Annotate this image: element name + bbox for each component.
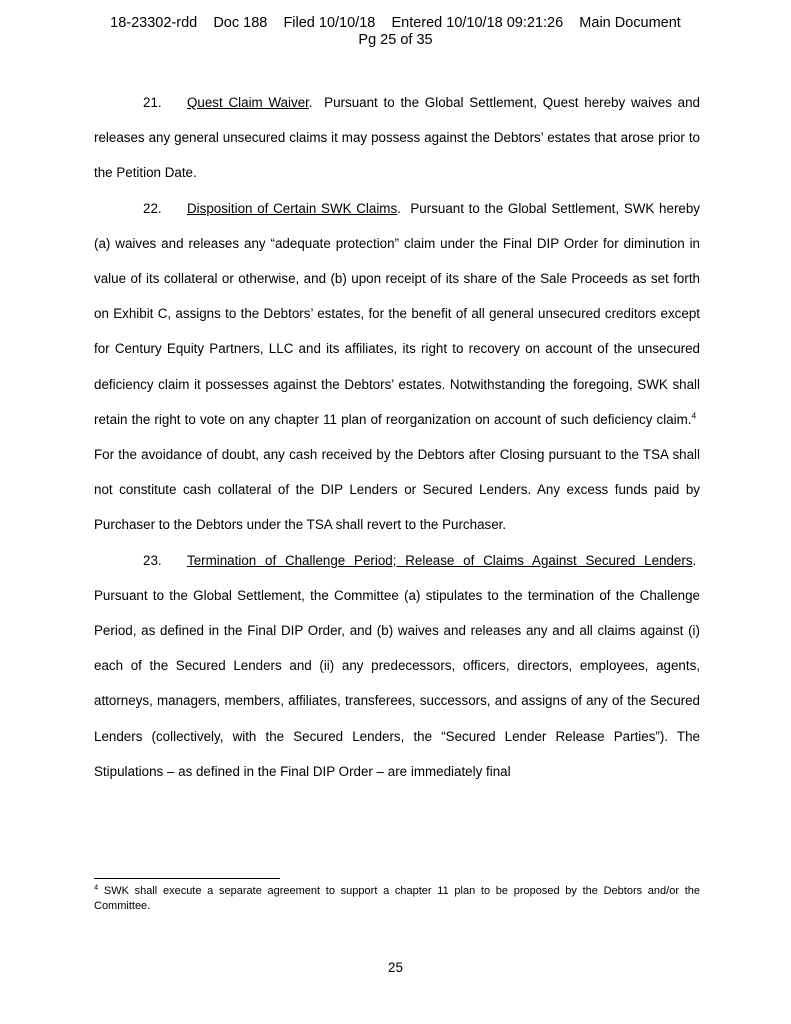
page-number: 25 xyxy=(388,960,403,975)
paragraph-number: 21. xyxy=(143,95,162,110)
footnote xyxy=(94,884,700,914)
paragraph-text: Pursuant to the Global Settlement, SWK hereby (a) waives and releases any “adequate protection” claim under the Final DIP Order for diminution in value of its collateral or otherwise, and (b) upon receipt of its share of the Sale Proceeds as set forth on Exhibit C, assigns to the Debtors’ estates, for the benefit of all general unsecured creditors except for Century Equity Partners, LLC and its affiliates, its right to recovery on account of the unsecured deficiency claim it possesses against the Debtors’ estates. Notwithstanding the foregoing, SWK shall retain the right to vote on any chapter 11 plan of reorganization on account of such deficiency claim. xyxy=(94,200,700,427)
footnote-marker: 4 xyxy=(94,882,99,892)
footnote-reference: 4 xyxy=(691,410,697,421)
document-header xyxy=(0,15,791,49)
paragraph-text-continued: For the avoidance of doubt, any cash received by the Debtors after Closing pursuant to the TSA shall not constitute cash collateral of the DIP Lenders or Secured Lenders. Any excess funds paid by Purchaser to the Debtors under the TSA shall revert to the Purchaser. xyxy=(94,447,700,533)
paragraph-heading: Termination of Challenge Period; Release of Claims Against Secured Lenders xyxy=(187,552,693,568)
paragraph-21: 21. Quest Claim Waiver. Pursuant to the Global Settlement, Quest hereby waives and releases any general unsecured claims it may possess against the Debtors’ estates that arose prior to the Petition Date. xyxy=(94,85,700,191)
filing-info: 18-23302-rdd Doc 188 Filed 10/10/18 Entered 10/10/18 09:21:26 Main Document xyxy=(110,15,681,31)
paragraph-heading: Quest Claim Waiver xyxy=(187,95,309,110)
footnote-text: SWK shall execute a separate agreement to support a chapter 11 plan to be proposed by the Debtors and/or the Committee. xyxy=(94,885,700,912)
page-count: Pg 25 of 35 xyxy=(358,32,433,48)
paragraph-number: 23. xyxy=(143,552,162,568)
footnote-divider xyxy=(94,878,280,879)
paragraph-heading: Disposition of Certain SWK Claims xyxy=(187,200,398,216)
paragraph-text: Pursuant to the Global Settlement, the Committee (a) stipulates to the termination of the Challenge Period, as defined in the Final DIP Order, and (b) waives and releases any and all claims against (i) each of the Secured Lenders and (ii) any predecessors, officers, directors, employees, agents, attorneys, managers, members, affiliates, transferees, successors, and assigns of any of the Secured Lenders (collectively, with the Secured Lenders, the “Secured Lender Release Parties”). The Stipulations – as defined in the Final DIP Order – are immediately final xyxy=(94,587,700,779)
document-body xyxy=(94,85,700,789)
paragraph-23: 23. Termination of Challenge Period; Release of Claims Against Secured Lenders. Pursuant to the Global Settlement, the Committee (a) stipulates to the termination of the Challenge Period, as defined in the Final DIP Order, and (b) waives and releases any and all claims against (i) each of the Secured Lenders and (ii) any predecessors, officers, directors, employees, agents, attorneys, managers, members, affiliates, transferees, successors, and assigns of any of the Secured Lenders (collectively, with the Secured Lenders, the “Secured Lender Release Parties”). The Stipulations – as defined in the Final DIP Order – are immediately final xyxy=(94,543,700,789)
paragraph-number: 22. xyxy=(143,200,162,216)
paragraph-text: Pursuant to the Global Settlement, Quest hereby waives and releases any general unsecured claims it may possess against the Debtors’ estates that arose prior to the Petition Date. xyxy=(94,95,700,181)
paragraph-22: 22. Disposition of Certain SWK Claims. Pursuant to the Global Settlement, SWK hereby (a) waives and releases any “adequate protection” claim under the Final DIP Order for diminution in value of its collateral or otherwise, and (b) upon receipt of its share of the Sale Proceeds as set forth on Exhibit C, assigns to the Debtors’ estates, for the benefit of all general unsecured creditors except for Century Equity Partners, LLC and its affiliates, its right to recovery on account of the unsecured deficiency claim it possesses against the Debtors’ estates. Notwithstanding the foregoing, SWK shall retain the right to vote on any chapter 11 plan of reorganization on account of such deficiency claim.$^4$ For the avoidance of doubt, any cash received by the Debtors after Closing pursuant to the TSA shall not constitute cash collateral of the DIP Lenders or Secured Lenders. Any excess funds paid by Purchaser to the Debtors under the TSA shall revert to the Purchaser. xyxy=(94,191,700,543)
